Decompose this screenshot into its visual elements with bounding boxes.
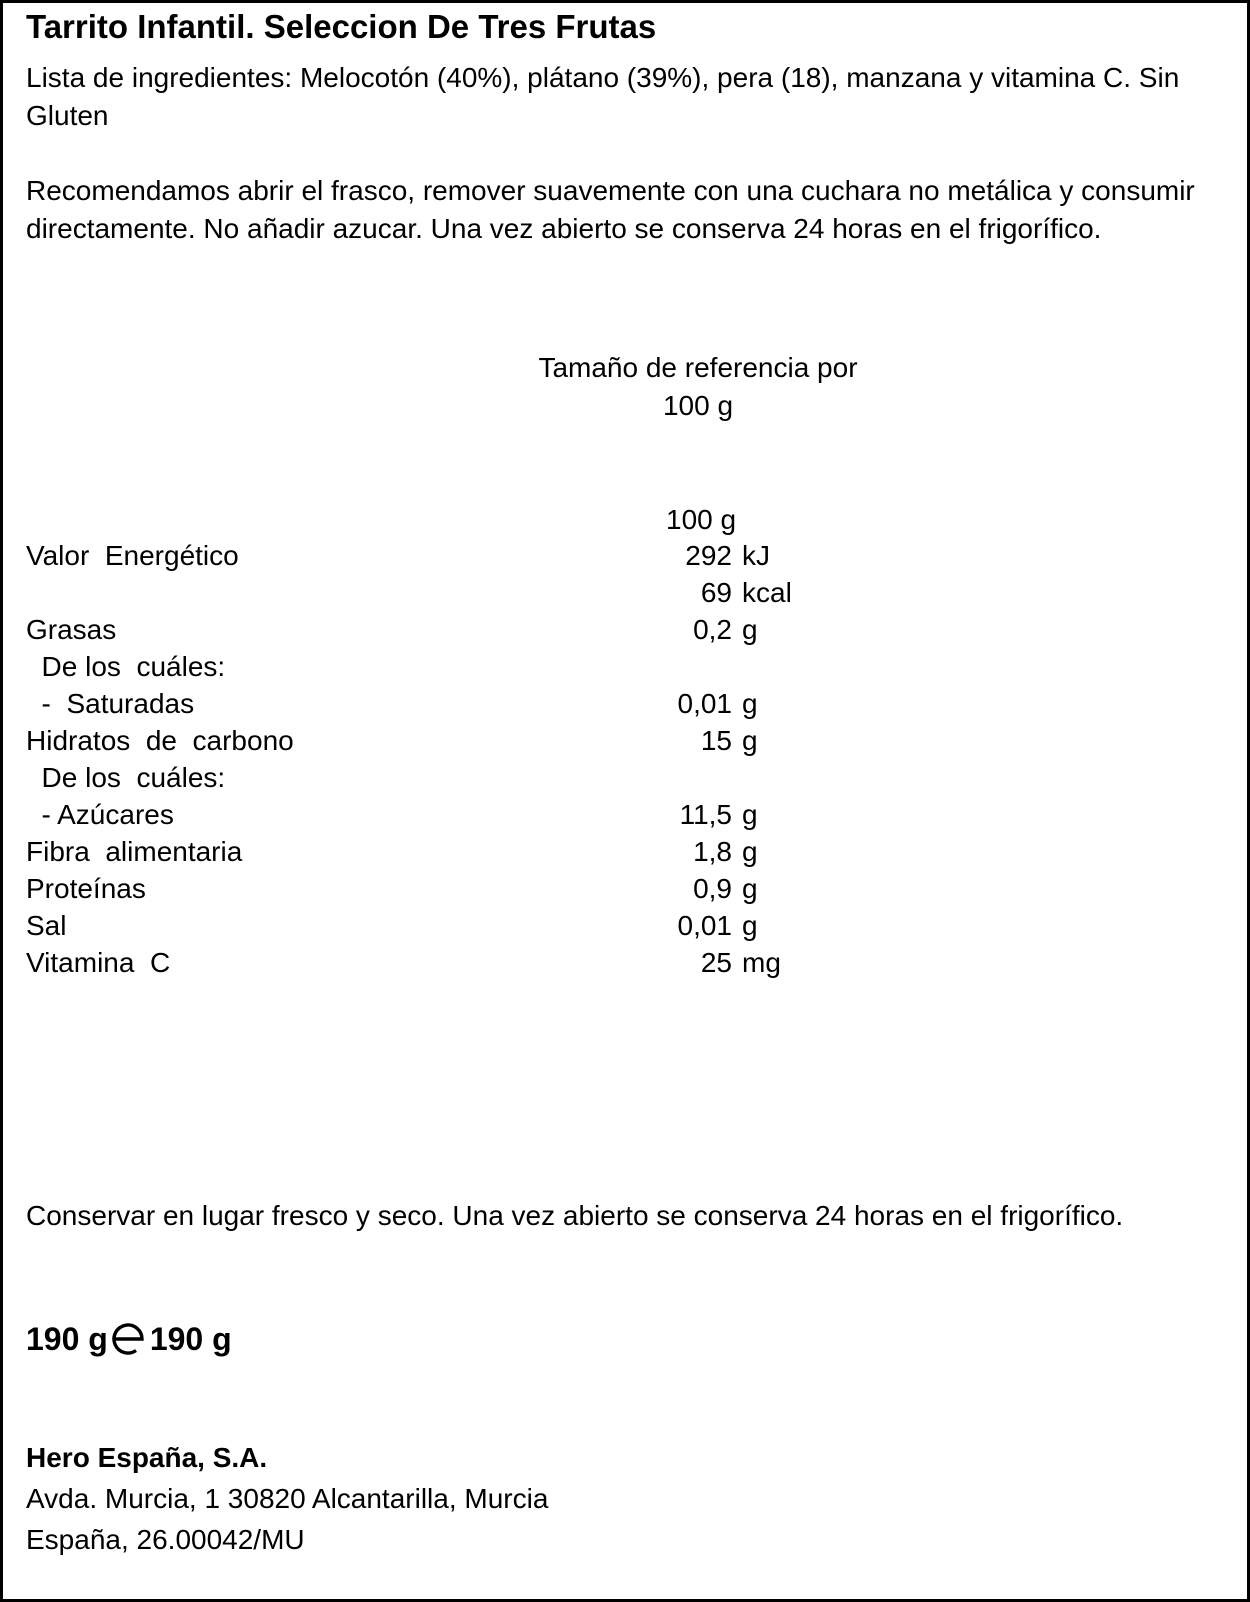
net-weight-drained-value: 190 g [149,1321,232,1357]
reference-size-line2: 100 g [662,390,734,421]
nutrient-label: Valor Energético [26,540,239,571]
nutrient-value: 0,9 [693,873,732,904]
nutrient-value: 15 [700,725,732,756]
nutrient-value: 25 [700,947,732,978]
nutrient-value: 0,01 [677,910,732,941]
nutrient-label: De los cuáles: [26,762,226,793]
nutrient-label: Fibra alimentaria [26,836,243,867]
nutrient-unit: g [742,873,758,904]
nutrient-unit: kcal [742,577,792,608]
nutrient-unit: g [742,799,758,830]
usage-instructions: Recomendamos abrir el frasco, remover suavemente con una cuchara no metálica y consumir directamente. No añadir azucar. Una vez abierto se conserva 24 horas en el frigorífico. [26,175,1195,244]
nutrient-value: 69 [700,577,732,608]
nutrient-value: 11,5 [679,799,732,830]
ingredients-text: Lista de ingredientes: Melocotón (40%), plátano (39%), pera (18), manzana y vitamina C. Sin Gluten [26,62,1180,131]
nutrient-unit: g [742,688,758,719]
nutrient-value: 0,2 [693,614,732,645]
nutrient-value: 1,8 [693,836,732,867]
nutrient-label: Grasas [26,614,117,645]
nutrient-unit: g [742,725,758,756]
manufacturer-address: Avda. Murcia, 1 30820 Alcantarilla, Murcia [26,1483,549,1514]
nutrient-label: - Azúcares [26,799,174,830]
nutrient-unit: g [742,614,758,645]
manufacturer-registry: España, 26.00042/MU [26,1524,305,1555]
reference-size-line1: Tamaño de referencia por [538,352,858,383]
nutrition-column-header: 100 g [666,504,737,535]
nutrient-unit: mg [742,947,781,978]
nutrient-label: Proteínas [26,873,146,904]
nutrient-value: 0,01 [677,688,732,719]
nutrient-unit: kJ [742,540,770,571]
nutrient-unit: g [742,836,758,867]
net-weight [26,1319,232,1359]
nutrient-unit: g [742,910,758,941]
nutrient-label: Vitamina C [26,947,171,978]
estimated-sign-icon [110,1321,146,1357]
manufacturer-name: Hero España, S.A. [26,1442,268,1473]
storage-instructions: Conservar en lugar fresco y seco. Una vez abierto se conserva 24 horas en el frigorífico. [26,1200,1124,1231]
nutrient-label: - Saturadas [26,688,195,719]
product-title: Tarrito Infantil. Seleccion De Tres Frutas [26,8,657,45]
nutrient-label: De los cuáles: [26,651,226,682]
nutrient-value: 292 [685,540,732,571]
nutrient-label: Sal [26,910,67,941]
nutrient-label: Hidratos de carbono [26,725,294,756]
net-weight-value: 190 g [26,1321,108,1357]
